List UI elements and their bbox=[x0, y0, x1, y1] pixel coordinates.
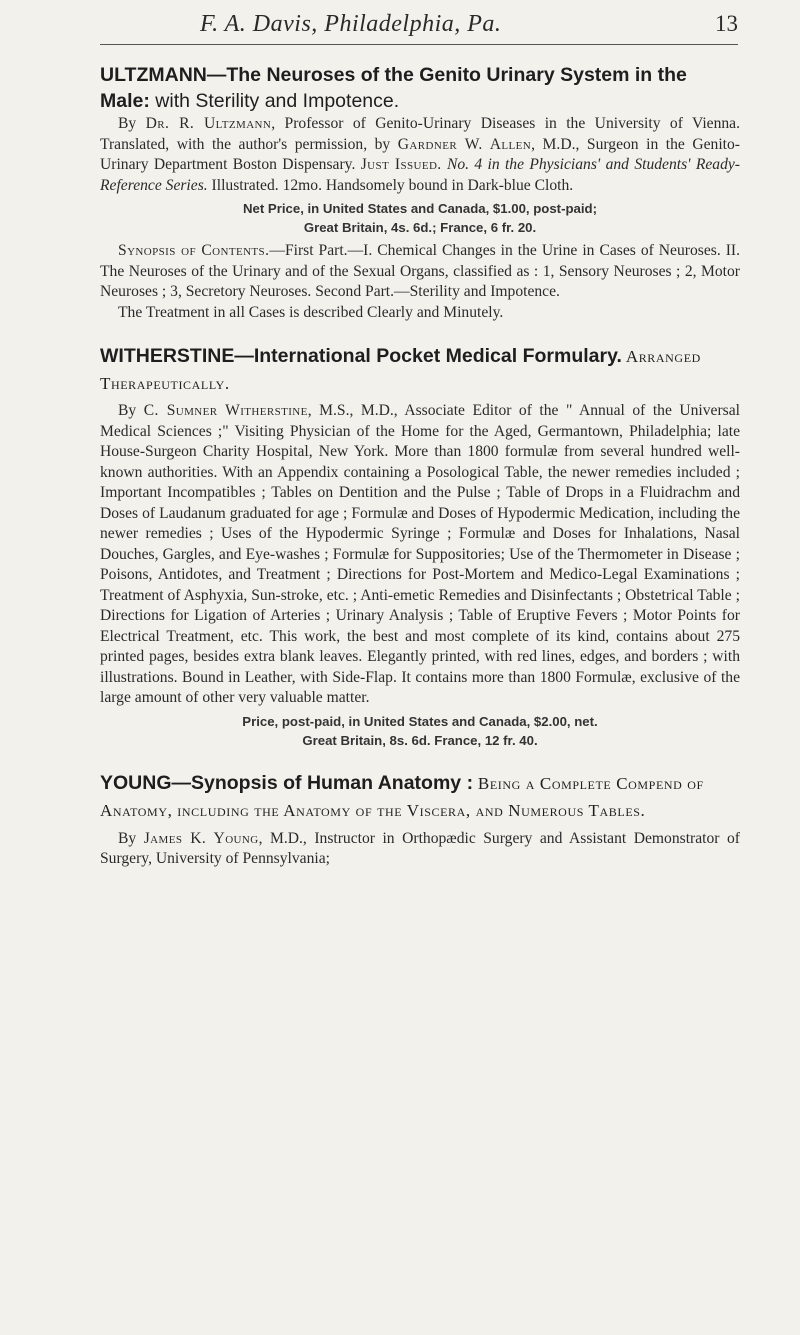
running-header bbox=[100, 8, 738, 45]
price-line: Price, post-paid, in United States and Canada, $2.00, net. bbox=[242, 713, 598, 729]
binding-note: Illustrated. 12mo. Handsomely bound in Dark-blue Cloth. bbox=[207, 176, 574, 194]
price-line: Great Britain, 4s. 6d.; France, 6 fr. 20. bbox=[303, 220, 537, 235]
byline-by: By bbox=[118, 829, 144, 847]
entry-title-main: YOUNG—Synopsis of Human Anatomy : bbox=[100, 771, 474, 794]
author-description: , Professor of Genito-Urinary Diseases in the University of Vienna. Translated, with the author's permission, by bbox=[100, 115, 741, 153]
price-line: Net Price, in United States and Canada, $1.00, post-paid; bbox=[243, 201, 597, 216]
entry-title-main: ULTZMANN—The Neuroses of the Genito Urinary System in the Male: bbox=[100, 64, 687, 112]
entry-body: , M.S., M.D., Associate Editor of the " Annual of the Universal Medical Sciences ;" Visiting Physician of the Home for the Aged, Germantown, Philadelphia; late House-Surgeon Charity Hospital, New York. More than 1800 formulæ from several hundred well-known authorities. With an Appendix containing a Posological Table, the newer remedies included ; Important Incompatibles ; Tables on Dentition and the Pulse ; Table of Drops in a Fluidrachm and Doses of Laudanum graduated for age ; Formulæ and Doses of Hypodermic Medication, including the newer remedies ; Uses of the Hypodermic Syringe ; Formulæ and Doses for Inhalations, Nasal Douches, Gargles, and Eye-washes ; Formulæ for Suppositories; Use of the Thermometer in Disease ; Poisons, Antidotes, and Treatment ; Directions for Post-Mortem and Medico-Legal Examinations ; Treatment of Asphyxia, Sun-stroke, etc. ; Anti-emetic Remedies and Disinfectants ; Obstetrical Table ; Directions for Ligation of Arteries ; Urinary Analysis ; Table of Eruptive Fevers ; Motor Points for Electrical Treatment, etc. This work, the best and most complete of its kind, contains about 275 printed pages, besides extra blank leaves. Elegantly printed, with red lines, edges, and borders ; with illustrations. Bound in Leather, with Side-Flap. It contains more than 1800 Formulæ, exclusive of the large amount of other very valuable matter. bbox=[100, 402, 740, 706]
entry-title-subtitle: Being a Complete Compend of Anatomy, including the Anatomy of the Viscera, and Numerous Tables. bbox=[100, 773, 704, 820]
just-issued-label: Just Issued. bbox=[360, 156, 442, 173]
entry-title bbox=[100, 62, 740, 114]
catalog-content bbox=[100, 62, 740, 890]
entry-body: , M.D., Instructor in Orthopædic Surgery and Assistant Demonstrator of Surgery, University of Pennsylvania; bbox=[100, 829, 740, 867]
translator-description: , M.D., Surgeon in the Genito-Urinary Department Boston Dispensary. bbox=[100, 135, 740, 173]
treatment-note: The Treatment in all Cases is described Clearly and Minutely. bbox=[118, 303, 504, 321]
translator-name: Gardner W. Allen bbox=[397, 135, 532, 153]
catalog-entry-ultzmann bbox=[100, 62, 740, 323]
synopsis-label: Synopsis of Contents. bbox=[118, 242, 270, 259]
series-note: No. 4 in the Physicians' and Students' Ready-Reference Series. bbox=[100, 156, 740, 194]
byline-by: By bbox=[118, 402, 144, 419]
synopsis-text: —First Part.—I. Chemical Changes in the Urine in Cases of Neuroses. II. The Neuroses of the Urinary and of the Sexual Organs, classified as : 1, Sensory Neuroses ; 2, Motor Neuroses ; 3, Secretory Neuroses. Second Part.—Sterility and Impotence. bbox=[100, 242, 740, 300]
byline-by: By bbox=[118, 115, 146, 132]
entry-title-main: WITHERSTINE—International Pocket Medical Formulary. bbox=[100, 345, 622, 367]
catalog-entry-young bbox=[100, 770, 740, 870]
entry-description bbox=[100, 401, 740, 709]
entry-byline bbox=[100, 114, 740, 196]
page-number: 13 bbox=[715, 11, 738, 36]
entry-title bbox=[100, 770, 740, 824]
catalog-entry-witherstine bbox=[100, 343, 740, 750]
synopsis-paragraph bbox=[100, 241, 740, 303]
author-name: C. Sumner Witherstine bbox=[143, 402, 308, 419]
author-name: James K. Young bbox=[143, 829, 259, 847]
entry-title bbox=[100, 343, 740, 397]
entry-title-rest: with Sterility and Impotence. bbox=[149, 90, 400, 112]
author-name: Dr. R. Ultzmann bbox=[145, 115, 272, 132]
running-title: F. A. Davis, Philadelphia, Pa. bbox=[200, 11, 502, 37]
entry-description bbox=[100, 829, 740, 870]
price-line: Great Britain, 8s. 6d. France, 12 fr. 40. bbox=[302, 732, 538, 748]
entry-title-subtitle: Arranged Therapeutically. bbox=[100, 347, 701, 393]
